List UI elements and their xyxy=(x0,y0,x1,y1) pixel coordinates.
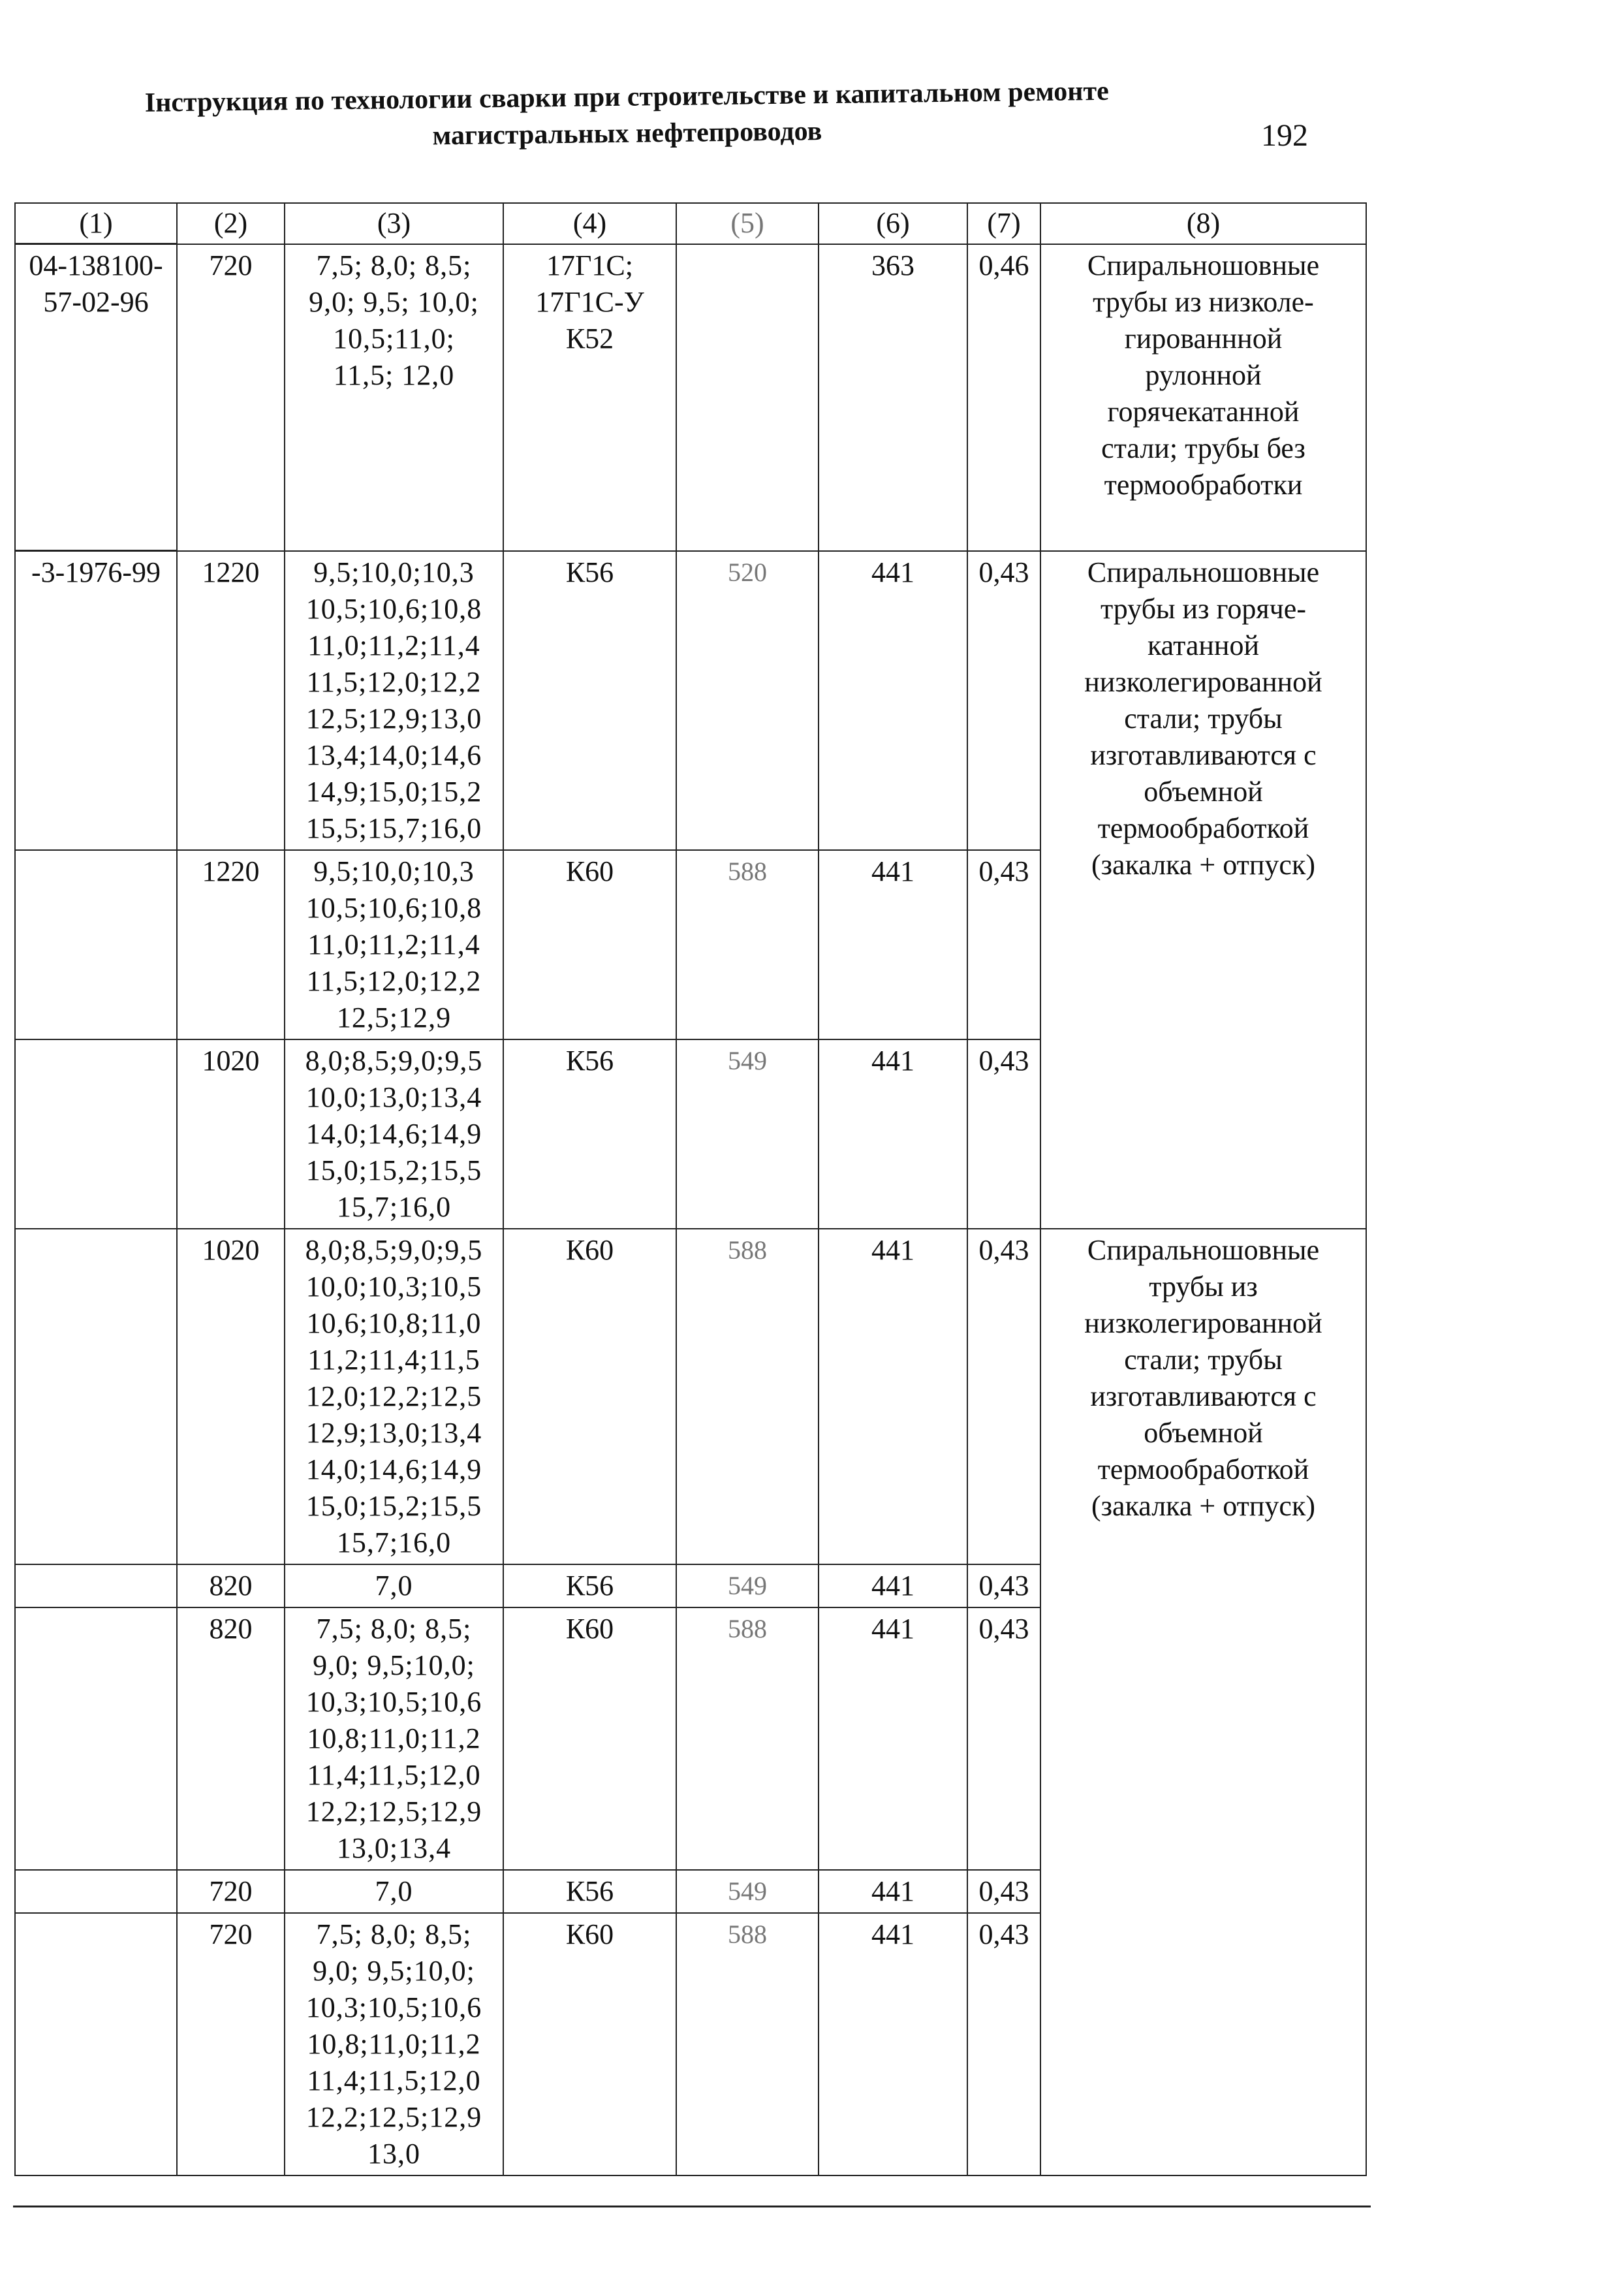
tensile-strength: 520 xyxy=(676,551,819,850)
steel-grade: К60 xyxy=(503,1913,676,2175)
yield-strength: 441 xyxy=(819,1229,967,1564)
doc-number xyxy=(15,850,177,1039)
doc-number xyxy=(15,1039,177,1229)
doc-number: 04-138100-57-02-96 xyxy=(15,244,177,551)
col-header: (8) xyxy=(1040,203,1366,244)
doc-number xyxy=(15,1870,177,1913)
steel-grade: К60 xyxy=(503,850,676,1039)
table-bottom-rule xyxy=(13,2206,1371,2207)
wall-thickness: 7,5; 8,0; 8,5; 9,0; 9,5;10,0; 10,3;10,5;10,6 10,8;11,0;11,2 11,4;11,5;12,0 12,2;12,5;12,9 13,0 xyxy=(285,1913,503,2175)
carbon-equivalent: 0,43 xyxy=(967,1039,1040,1229)
steel-grade: К56 xyxy=(503,551,676,850)
carbon-equivalent: 0,43 xyxy=(967,1564,1040,1607)
yield-strength: 441 xyxy=(819,1870,967,1913)
doc-number: -3-1976-99 xyxy=(15,551,177,850)
steel-grade: К60 xyxy=(503,1229,676,1564)
col-header: (2) xyxy=(177,203,285,244)
steel-grade: К60 xyxy=(503,1607,676,1870)
tensile-strength: 549 xyxy=(676,1870,819,1913)
doc-number xyxy=(15,1607,177,1870)
col-header: (1) xyxy=(15,203,177,244)
yield-strength: 363 xyxy=(819,244,967,551)
pipe-spec-table xyxy=(14,202,1367,2176)
doc-number xyxy=(15,1564,177,1607)
wall-thickness: 7,5; 8,0; 8,5; 9,0; 9,5; 10,0; 10,5;11,0; 11,5; 12,0 xyxy=(285,244,503,551)
col-header: (7) xyxy=(967,203,1040,244)
wall-thickness: 7,0 xyxy=(285,1870,503,1913)
title-line-1: Інструкция по технологии сварки при строительстве и капитальном ремонте xyxy=(144,76,1109,118)
diameter: 820 xyxy=(177,1607,285,1870)
yield-strength: 441 xyxy=(819,1607,967,1870)
yield-strength: 441 xyxy=(819,1564,967,1607)
carbon-equivalent: 0,43 xyxy=(967,551,1040,850)
wall-thickness: 9,5;10,0;10,3 10,5;10,6;10,8 11,0;11,2;11,4 11,5;12,0;12,2 12,5;12,9 xyxy=(285,850,503,1039)
carbon-equivalent: 0,43 xyxy=(967,850,1040,1039)
yield-strength: 441 xyxy=(819,850,967,1039)
col-header: (3) xyxy=(285,203,503,244)
doc-number xyxy=(15,1229,177,1564)
description: Спиральношовные трубы из низколегированной стали; трубы изготавливаются с объемной термообработкой (закалка + отпуск) xyxy=(1040,1229,1366,2175)
diameter: 720 xyxy=(177,1870,285,1913)
document-title xyxy=(26,72,1228,159)
table-row xyxy=(15,551,1366,850)
diameter: 1020 xyxy=(177,1229,285,1564)
title-line-2: магистральных нефтепроводов xyxy=(432,116,822,151)
tensile-strength: 549 xyxy=(676,1564,819,1607)
col-header: (5) xyxy=(676,203,819,244)
wall-thickness: 7,5; 8,0; 8,5; 9,0; 9,5;10,0; 10,3;10,5;10,6 10,8;11,0;11,2 11,4;11,5;12,0 12,2;12,5;12,9 13,0;13,4 xyxy=(285,1607,503,1870)
yield-strength: 441 xyxy=(819,551,967,850)
carbon-equivalent: 0,43 xyxy=(967,1870,1040,1913)
wall-thickness: 8,0;8,5;9,0;9,5 10,0;13,0;13,4 14,0;14,6;14,9 15,0;15,2;15,5 15,7;16,0 xyxy=(285,1039,503,1229)
tensile-strength: 588 xyxy=(676,1913,819,2175)
diameter: 1220 xyxy=(177,850,285,1039)
page-number: 192 xyxy=(1261,118,1308,153)
table-row xyxy=(15,1229,1366,1564)
diameter: 1220 xyxy=(177,551,285,850)
yield-strength: 441 xyxy=(819,1039,967,1229)
tensile-strength: 588 xyxy=(676,850,819,1039)
diameter: 1020 xyxy=(177,1039,285,1229)
steel-grade: К56 xyxy=(503,1039,676,1229)
steel-grade: К56 xyxy=(503,1870,676,1913)
diameter: 720 xyxy=(177,244,285,551)
carbon-equivalent: 0,46 xyxy=(967,244,1040,551)
steel-grade: К56 xyxy=(503,1564,676,1607)
carbon-equivalent: 0,43 xyxy=(967,1229,1040,1564)
yield-strength: 441 xyxy=(819,1913,967,2175)
tensile-strength xyxy=(676,244,819,551)
description: Спиральношовные трубы из горяче- катанной низколегированной стали; трубы изготавливаются с объемной термообработкой (закалка + отпуск) xyxy=(1040,551,1366,1229)
table-header-row xyxy=(15,203,1366,244)
steel-grade: 17Г1С; 17Г1С-У К52 xyxy=(503,244,676,551)
tensile-strength: 588 xyxy=(676,1229,819,1564)
wall-thickness: 7,0 xyxy=(285,1564,503,1607)
tensile-strength: 588 xyxy=(676,1607,819,1870)
tensile-strength: 549 xyxy=(676,1039,819,1229)
col-header: (4) xyxy=(503,203,676,244)
col-header: (6) xyxy=(819,203,967,244)
diameter: 820 xyxy=(177,1564,285,1607)
wall-thickness: 8,0;8,5;9,0;9,5 10,0;10,3;10,5 10,6;10,8;11,0 11,2;11,4;11,5 12,0;12,2;12,5 12,9;13,0;13,4 14,0;14,6;14,9 15,0;15,2;15,5 15,7;16,0 xyxy=(285,1229,503,1564)
table-row xyxy=(15,244,1366,551)
carbon-equivalent: 0,43 xyxy=(967,1913,1040,2175)
description: Спиральношовные трубы из низколе- гированнной рулонной горячекатанной стали; трубы без термообработки xyxy=(1040,244,1366,551)
doc-number xyxy=(15,1913,177,2175)
diameter: 720 xyxy=(177,1913,285,2175)
wall-thickness: 9,5;10,0;10,3 10,5;10,6;10,8 11,0;11,2;11,4 11,5;12,0;12,2 12,5;12,9;13,0 13,4;14,0;14,6 14,9;15,0;15,2 15,5;15,7;16,0 xyxy=(285,551,503,850)
carbon-equivalent: 0,43 xyxy=(967,1607,1040,1870)
